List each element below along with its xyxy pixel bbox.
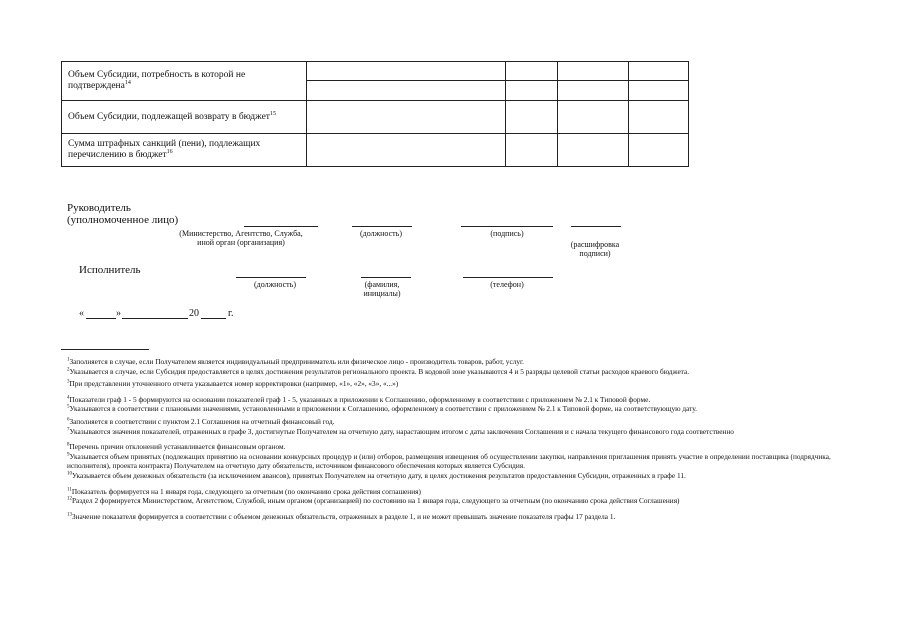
footnotes [67, 357, 837, 521]
caption-position: (должность) [360, 229, 402, 238]
decoding-line [571, 226, 621, 227]
date-close-quote: » [116, 308, 121, 319]
table-cell [629, 101, 689, 134]
table-row [62, 101, 689, 134]
caption-exec-phone: (телефон) [490, 280, 524, 289]
date-month-line [122, 318, 188, 319]
table-cell [506, 134, 558, 167]
table-cell [558, 81, 629, 101]
ministry-line [244, 226, 318, 227]
caption-decoding: (расшифровка подписи) [570, 240, 620, 258]
caption-ministry: (Министерство, Агентство, Служба, иной орган (организация) [179, 229, 303, 247]
table-cell [558, 101, 629, 134]
table-cell [629, 62, 689, 81]
table-cell [506, 81, 558, 101]
caption-signature: (подпись) [490, 229, 524, 238]
exec-phone-line [463, 277, 553, 278]
table-cell [629, 134, 689, 167]
date-year-suffix: г. [228, 308, 234, 319]
exec-name-line [361, 277, 411, 278]
executor-label: Исполнитель [79, 264, 141, 276]
table-cell [558, 134, 629, 167]
footnote-separator [61, 349, 149, 350]
table-row [62, 134, 689, 167]
date-day-line [86, 318, 116, 319]
table-cell [558, 62, 629, 81]
date-year-prefix: 20 [189, 308, 199, 319]
table-cell [629, 81, 689, 101]
table-row [62, 62, 689, 81]
signature-line [461, 226, 553, 227]
footnote: $^5$Указываются в соответствии с плановыми значениями, установленными в приложении к Соглашению, оформленному в соответствии с приложением № 2.1 к Типовой форме, на соответствующую дату. [67, 404, 697, 414]
caption-exec-name: (фамилия, инициалы) [363, 280, 401, 298]
date-year-line [201, 318, 226, 319]
footnote: $^6$Заполняется в соответствии с пунктом 2.1 Соглашения на отчетный финансовый год. [67, 416, 335, 426]
table-cell [307, 81, 506, 101]
footnote: $^{13}$Значение показателя формируется в соответствии с объемом денежных обязательств, отраженных в разделе 1, и не может превышать значение показателя графы 17 раздела 1. [67, 511, 616, 521]
head-subtitle: (уполномоченное лицо) [67, 214, 179, 226]
footnote: $^1$Заполняется в случае, если Получателем является индивидуальный предприниматель или физическое лицо - производитель товаров, работ, услуг. [67, 357, 524, 366]
table-cell [307, 101, 506, 134]
footnote: $^9$Указывается объем принятых (подлежащих принятию на основании конкурсных процедур и (или) отборов, размещения извещения об осуществлении закупки, направления приглашения принять участие в определении поставщика (подрядчика, исполнителя), проекта контракта) Получателем на отчетную дату обязательств, источником финансового обеспечения которых является Субсидия. [67, 451, 831, 471]
footnote: $^8$Перечень причин отклонений устанавливается финансовым органом. [67, 442, 286, 452]
row-label: Объем Субсидии, потребность в которой не подтверждена$^{14}$ [62, 62, 307, 101]
table-cell [307, 134, 506, 167]
footnote: $^7$Указываются значения показателей, отраженных в графе 3, достигнутые Получателем на отчетную дату, нарастающим итогом с даты заключения Соглашения и с начала текущего финансового года соответственно [67, 426, 734, 436]
footnote: $^{11}$Показатель формируется на 1 января года, следующего за отчетным (по окончанию срока действия соглашения) [67, 486, 421, 496]
footnote: $^{10}$Указывается объем денежных обязательств (за исключением авансов), принятых Получателем на отчетную дату, в целях достижения результатов предоставления Субсидии, отраженных в графе 11. [67, 470, 686, 480]
row-label: Сумма штрафных санкций (пени), подлежащих перечислению в бюджет$^{16}$ [62, 134, 307, 167]
exec-position-line [236, 277, 306, 278]
date-open-quote: « [79, 308, 84, 319]
row-label: Объем Субсидии, подлежащей возврату в бюджет$^{15}$ [62, 101, 307, 134]
footnote: $^2$Указывается в случае, если Субсидия предоставляется в целях достижения результатов регионального проекта. В кодовой зоне указываются 4 и 5 разряды целевой статьи расходов краевого бюджета. [67, 366, 690, 376]
footnote: $^3$При представлении уточненного отчета указывается номер корректировки (например, «1», «2», «3», «...») [67, 379, 399, 389]
position-line [352, 226, 412, 227]
footnote: $^4$Показатели граф 1 - 5 формируются на основании показателей граф 1 - 5, указанных в приложении к Соглашению, оформленному в соответствии с приложением № 2.1 к Типовой форме. [67, 394, 651, 404]
table-cell [506, 101, 558, 134]
head-title: Руководитель [67, 202, 131, 214]
table-cell [307, 62, 506, 81]
subsidy-table [61, 61, 689, 167]
table-cell [506, 62, 558, 81]
caption-exec-position: (должность) [254, 280, 296, 289]
footnote: $^{12}$Раздел 2 формируется Министерством, Агентством, Службой, иным органом (организацией) по состоянию на 1 января года, следующего за отчетным (по окончанию срока действия Соглашения) [67, 496, 680, 506]
